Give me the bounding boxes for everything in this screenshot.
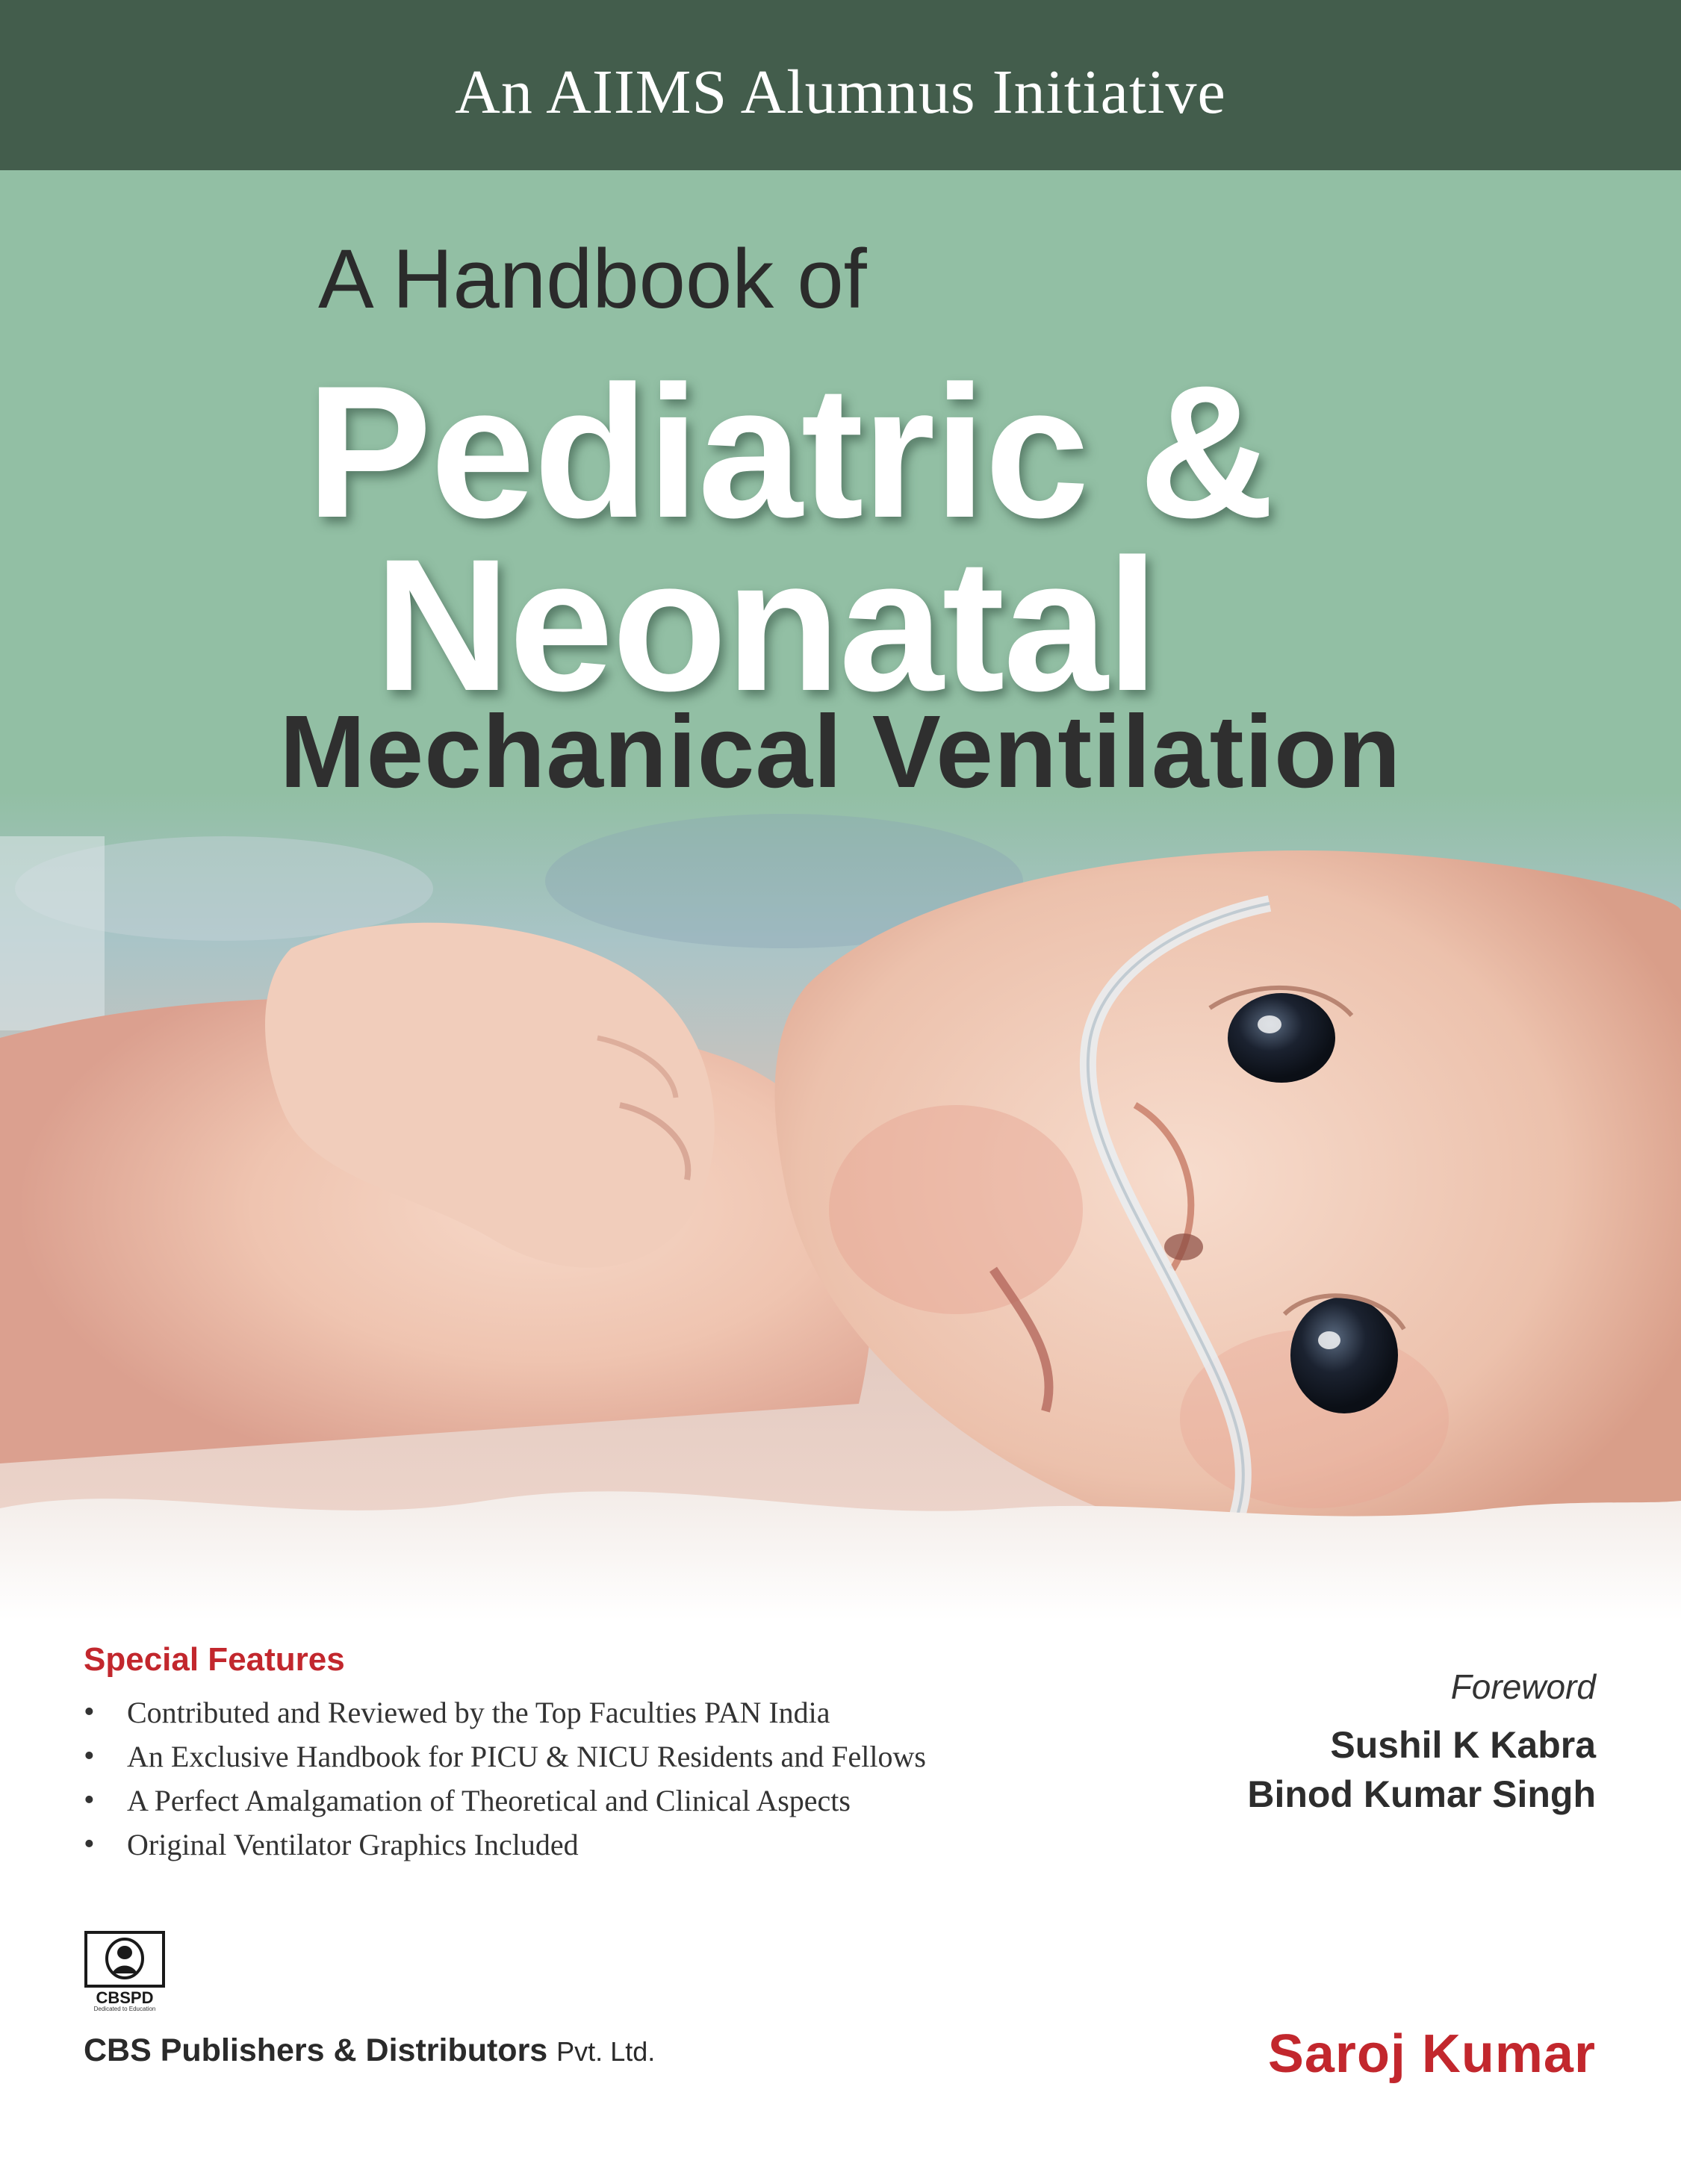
cover-photo-baby	[0, 791, 1681, 1620]
publisher-name	[84, 2032, 655, 2069]
features-heading: Special Features	[84, 1641, 345, 1678]
feature-item: • A Perfect Amalgamation of Theoretical and Clinical Aspects	[84, 1779, 1054, 1823]
feature-item: • An Exclusive Handbook for PICU & NICU Residents and Fellows	[84, 1735, 1054, 1779]
publisher-suffix: Pvt. Ltd.	[556, 2036, 656, 2067]
feature-item: • Original Ventilator Graphics Included	[84, 1823, 1054, 1867]
publisher-logo	[84, 1930, 173, 2012]
title-prefix: A Handbook of	[318, 232, 867, 326]
foreword-name: Sushil K Kabra	[1330, 1724, 1596, 1766]
publisher-name-text: CBS Publishers & Distributors	[84, 2032, 548, 2068]
logo-text: CBSPD	[96, 1988, 154, 2007]
logo-tagline: Dedicated to Education	[93, 2006, 156, 2012]
series-tagline: An AIIMS Alumnus Initiative	[455, 57, 1226, 127]
feature-item: • Contributed and Reviewed by the Top Faculties PAN India	[84, 1690, 1054, 1735]
subtitle: Mechanical Ventilation	[279, 694, 1402, 809]
features-list	[84, 1690, 1054, 1867]
title-line-2: Neonatal	[374, 520, 1158, 730]
top-band	[0, 0, 1681, 170]
author-name: Saroj Kumar	[1267, 2024, 1596, 2084]
foreword-label: Foreword	[1450, 1667, 1596, 1706]
foreword-name: Binod Kumar Singh	[1247, 1773, 1596, 1815]
foreword-block	[1247, 1667, 1596, 1819]
special-features	[84, 1641, 1054, 1867]
title-line-1: Pediatric &	[306, 347, 1273, 557]
